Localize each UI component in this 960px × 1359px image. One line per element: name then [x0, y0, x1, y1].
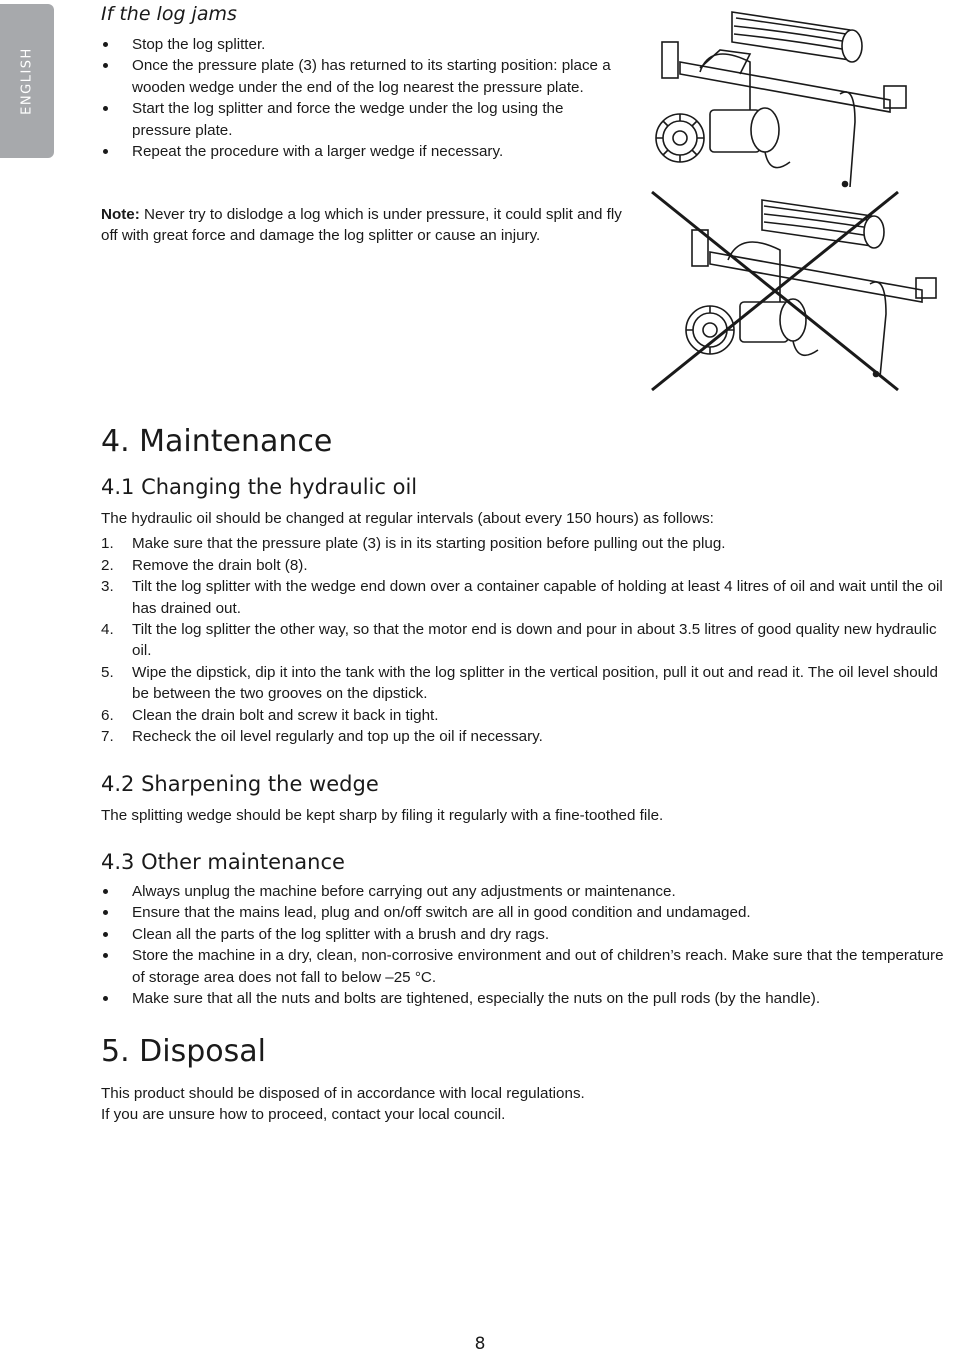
log-splitter-incorrect-illustration: [686, 200, 936, 377]
step-text: Wipe the dipstick, dip it into the tank with the log splitter in the vertical position, pull it out and read it. The oil level should be between the two grooves on the dipstick.: [132, 663, 938, 703]
log-jam-list: [101, 34, 621, 162]
step-number: 5.: [101, 663, 114, 681]
step-text: Remove the drain bolt (8).: [132, 556, 308, 574]
sharpening-text: The splitting wedge should be kept sharp by filing it regularly with a fine-toothed file.: [101, 807, 664, 824]
hydraulic-oil-intro: The hydraulic oil should be changed at regular intervals (about every 150 hours) as follows:: [101, 510, 714, 527]
disposal-heading: 5. Disposal: [101, 1034, 266, 1069]
hydraulic-oil-heading: 4.1 Changing the hydraulic oil: [101, 475, 418, 499]
hydraulic-oil-steps: [101, 533, 959, 747]
language-tab-label: ENGLISH: [19, 47, 35, 115]
note-label: Note:: [101, 206, 140, 223]
step-text: Tilt the log splitter with the wedge end down over a container capable of holding at least 4 litres of oil and wait until the oil has drained out.: [132, 578, 943, 617]
list-item: [101, 705, 959, 726]
list-item: Stop the log splitter.: [101, 34, 621, 55]
safety-note: [101, 204, 631, 247]
other-maintenance-list: [101, 881, 959, 1009]
page-number: 8: [474, 1334, 486, 1354]
list-item: Make sure that all the nuts and bolts are tightened, especially the nuts on the pull rods (by the handle).: [101, 988, 959, 1009]
step-number: 1.: [101, 535, 114, 553]
step-text: Clean the drain bolt and screw it back in tight.: [132, 706, 439, 724]
list-item: [101, 533, 959, 554]
maintenance-heading: 4. Maintenance: [101, 424, 333, 459]
log-jam-title: If the log jams: [101, 3, 237, 25]
note-text: Never try to dislodge a log which is under pressure, it could split and fly off with great force and damage the log splitter or cause an injury.: [101, 206, 622, 245]
log-splitter-correct-illustration: [656, 12, 906, 187]
list-item: Once the pressure plate (3) has returned to its starting position: place a wooden wedge under the end of the log nearest the pressure plate.: [101, 55, 621, 98]
list-item: Repeat the procedure with a larger wedge if necessary.: [101, 141, 621, 162]
step-number: 3.: [101, 578, 114, 596]
list-item: Clean all the parts of the log splitter with a brush and dry rags.: [101, 924, 959, 945]
other-maintenance-heading: 4.3 Other maintenance: [101, 850, 345, 874]
step-number: 6.: [101, 706, 114, 724]
step-text: Tilt the log splitter the other way, so that the motor end is down and pour in about 3.5 litres of good quality new hydraulic oil.: [132, 621, 937, 660]
disposal-text: [101, 1083, 959, 1126]
step-text: Make sure that the pressure plate (3) is in its starting position before pulling out the plug.: [132, 535, 726, 553]
step-number: 2.: [101, 556, 114, 574]
list-item: [101, 619, 959, 662]
list-item: [101, 662, 959, 705]
disposal-line: This product should be disposed of in accordance with local regulations.: [101, 1085, 585, 1102]
log-splitter-illustrations: [640, 2, 940, 397]
list-item: [101, 576, 959, 619]
language-tab: [0, 4, 54, 158]
step-number: 7.: [101, 728, 114, 746]
hydraulic-oil-section: [101, 508, 959, 747]
list-item: Ensure that the mains lead, plug and on/off switch are all in good condition and undamaged.: [101, 902, 959, 923]
list-item: Start the log splitter and force the wedge under the log using the pressure plate.: [101, 98, 621, 141]
list-item: Store the machine in a dry, clean, non-corrosive environment and out of children’s reach. Make sure that the temperature of storage area does not fall to below –25 °C.: [101, 945, 959, 988]
list-item: [101, 726, 959, 747]
step-text: Recheck the oil level regularly and top up the oil if necessary.: [132, 728, 543, 746]
sharpening-heading: 4.2 Sharpening the wedge: [101, 772, 379, 796]
list-item: Always unplug the machine before carrying out any adjustments or maintenance.: [101, 881, 959, 902]
disposal-line: If you are unsure how to proceed, contact your local council.: [101, 1106, 506, 1124]
list-item: [101, 555, 959, 576]
step-number: 4.: [101, 621, 114, 639]
